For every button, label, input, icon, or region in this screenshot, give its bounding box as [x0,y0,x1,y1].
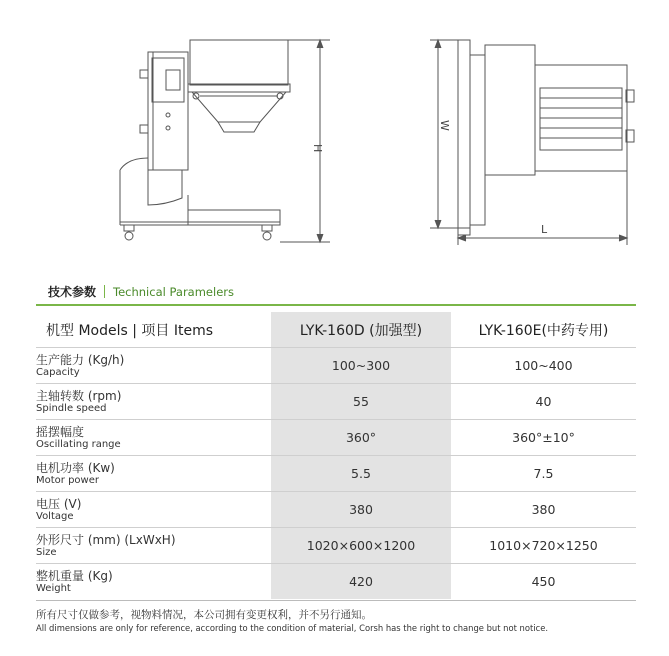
table-row [36,492,636,528]
param-cn: 电压 (V) [36,496,82,511]
param-cell [36,528,271,564]
value-160e: 40 [451,384,636,420]
param-cn: 主轴转数 (rpm) [36,388,122,403]
section-title [48,283,234,300]
header-models-items: 机型 Models | 项目 Items [36,312,271,348]
value-160d: 5.5 [271,456,451,492]
param-cn: 整机重量 (Kg) [36,568,113,583]
value-160e: 100~400 [451,348,636,384]
value-160d: 380 [271,492,451,528]
value-160d: 360° [271,420,451,456]
value-160d: 1020×600×1200 [271,528,451,564]
width-dimension [430,40,458,228]
length-label: L [541,223,548,236]
param-en: Motor power [36,474,99,486]
section-rule [36,304,636,306]
param-en: Oscillating range [36,438,121,450]
table-row [36,420,636,456]
side-view [458,40,634,235]
value-160d: 420 [271,564,451,600]
param-cell [36,456,271,492]
param-en: Spindle speed [36,402,107,414]
section-title-en: Technical Paramelers [113,284,234,299]
param-cell [36,564,271,600]
header-lyk-160e: LYK-160E(中药专用) [451,312,636,348]
value-160e: 7.5 [451,456,636,492]
disclaimer-en: All dimensions are only for reference, according to the condition of material, Corsh has the right to change but not notice. [36,623,549,633]
table-row [36,528,636,564]
value-160d: 100~300 [271,348,451,384]
height-label: H [311,144,324,153]
param-en: Voltage [36,510,74,522]
width-label: W [438,120,451,131]
title-divider [104,285,105,298]
machine-drawing [0,0,669,262]
header-lyk-160d: LYK-160D (加强型) [271,312,451,348]
disclaimer-cn: 所有尺寸仅做参考，视物料情况，本公司拥有变更权利，并不另行通知。 [36,609,372,621]
value-160e: 380 [451,492,636,528]
param-cn: 电机功率 (Kw) [36,460,115,475]
front-view [120,40,290,240]
param-en: Size [36,546,57,558]
table-row [36,456,636,492]
table-bottom-rule [36,600,636,601]
table-row [36,348,636,384]
param-cell [36,492,271,528]
value-160e: 1010×720×1250 [451,528,636,564]
value-160d: 55 [271,384,451,420]
param-cn: 生产能力 (Kg/h) [36,352,125,367]
table-row [36,384,636,420]
param-cell [36,420,271,456]
value-160e: 360°±10° [451,420,636,456]
section-title-cn: 技术参数 [48,285,97,299]
param-cell [36,348,271,384]
table-header-row [36,312,636,348]
value-160e: 450 [531,574,556,589]
param-en: Capacity [36,366,80,378]
param-cn: 外形尺寸 (mm) (LxWxH) [36,532,176,547]
specs-table [36,312,636,599]
param-cn: 摇摆幅度 [36,424,85,439]
param-en: Weight [36,582,71,594]
param-cell [36,384,271,420]
table-row [36,564,636,600]
